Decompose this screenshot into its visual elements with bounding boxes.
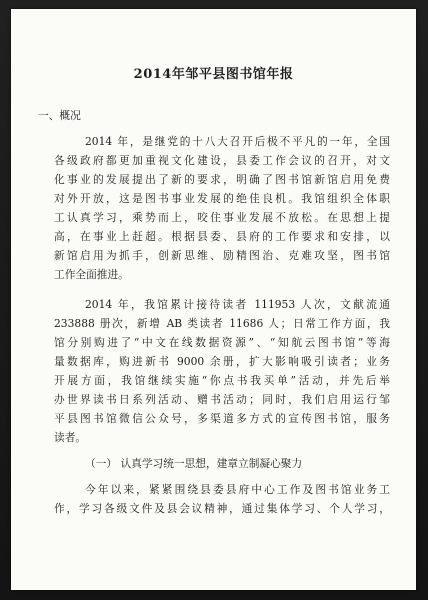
paragraph-line: 对外开放，这是图书事业发展的绝佳良机。我馆组织全体职 [54, 192, 390, 205]
paragraph-line: 2014 年，我馆累计接待读者 111953 人次，文献流通 [85, 298, 390, 311]
paragraph-line: 工认真学习，乘势而上，咬住事业发展不放松。在思想上提 [54, 211, 390, 224]
paragraph-line: 读者。 [54, 431, 87, 444]
paragraph-line: 开展方面，我馆继续实施“你点书我买单”活动，并先后举 [54, 374, 390, 387]
paragraph-line: 量数据库，购进新书 9000 余册，扩大影响吸引读者；业务 [54, 355, 390, 368]
paragraph-line: 今年以来，紧紧围绕县委县府中心工作及图书馆业务工 [85, 483, 390, 496]
paragraph-line: 各级政府都更加重视文化建设，县委工作会议的召开，对文 [54, 154, 390, 167]
paragraph-line: 作，学习各级文件及县会议精神，通过集体学习、个人学习， [54, 502, 390, 515]
paragraph-line: 2014 年，是继党的十八大召开后极不平凡的一年，全国 [85, 135, 390, 148]
subsection-heading: （一） 认真学习统一思想，建章立制凝心聚力 [85, 457, 303, 470]
paragraph-line: 馆分别购进了“中文在线数据资源”、“知航云图书馆”等海 [54, 336, 390, 349]
section-heading-overview: 一、概况 [38, 109, 81, 122]
paragraph-line: 办世界读书日系列活动、赠书活动；同时，我们启用运行邹 [54, 393, 390, 406]
document-page [11, 9, 416, 590]
paragraph-line: 化事业的发展提出了新的要求，明确了图书馆新馆启用免费 [54, 173, 390, 186]
document-title: 2014年邹平县图书馆年报 [133, 67, 294, 82]
paragraph-line: 233888 册次，新增 AB 类读者 11686 人；日常工作方面，我 [54, 317, 390, 330]
paragraph-line: 平县图书馆微信公众号，多渠道多方式的宣传图书馆，服务 [54, 412, 390, 425]
paragraph-line: 新馆启用为抓手，创新思维、励精图治、克难攻坚，图书馆 [54, 249, 390, 262]
paragraph-line: 高，在事业上赶超。根据县委、县府的工作要求和安排，以 [54, 230, 390, 243]
paragraph-line: 工作全面推进。 [54, 268, 129, 281]
